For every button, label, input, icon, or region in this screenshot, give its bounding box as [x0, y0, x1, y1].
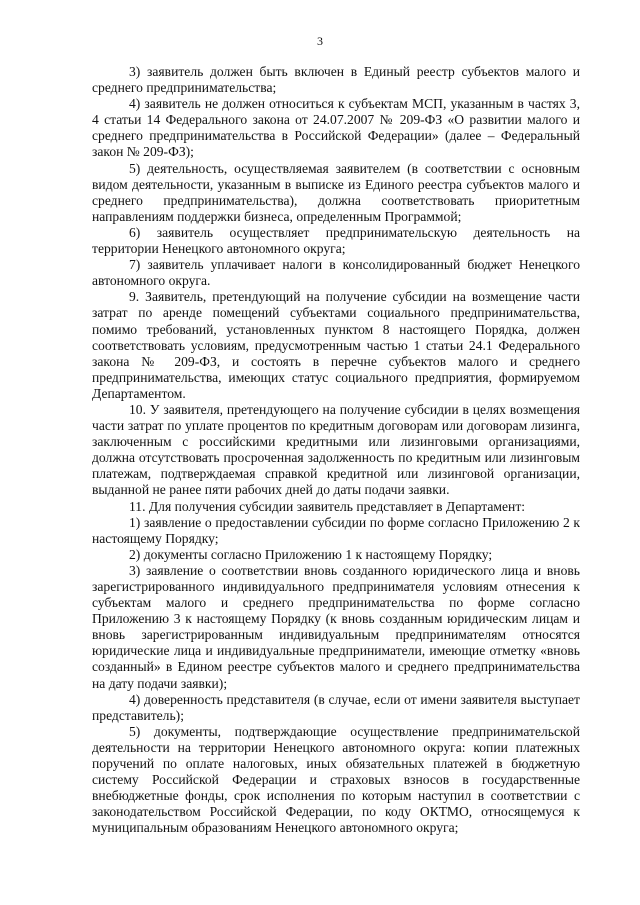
page-number: 3: [317, 34, 323, 48]
paragraph-item-7-taxes: 7) заявитель уплачивает налоги в консолидированный бюджет Ненецкого автономного округа.: [92, 257, 580, 289]
paragraph-item-4-msp-exclusion: 4) заявитель не должен относиться к субъектам МСП, указанным в частях 3, 4 статьи 14 Федерального закона от 24.07.2007 № 209-ФЗ «О развитии малого и среднего предпринимательства в Российской Федерации» (далее – Федеральный закон № 209-ФЗ);: [92, 96, 580, 160]
paragraph-item-6-territory: 6) заявитель осуществляет предпринимательскую деятельность на территории Ненецкого автономного округа;: [92, 224, 580, 257]
paragraph-clause-11-item-4: 4) доверенность представителя (в случае, если от имени заявителя выступает представитель);: [92, 691, 580, 723]
paragraph-clause-11-item-1: 1) заявление о предоставлении субсидии по форме согласно Приложению 2 к настоящему Порядку;: [92, 514, 580, 546]
paragraph-clause-10: 10. У заявителя, претендующего на получение субсидии в целях возмещения части затрат по уплате процентов по кредитным договорам или договорам лизинга, заключенным с российскими кредитными или лизинговыми организациями, должна отсутствовать просроченная задолженность по кредитным или лизинговым платежам, подтверждаемая справкой кредитной или лизинговой организации, выданной не ранее пяти рабочих дней до даты подачи заявки.: [92, 401, 580, 498]
document-body: [92, 64, 580, 837]
paragraph-item-3-registry: 3) заявитель должен быть включен в Единый реестр субъектов малого и среднего предпринимательства;: [92, 64, 580, 96]
paragraph-clause-11-item-2: 2) документы согласно Приложению 1 к настоящему Порядку;: [129, 546, 493, 562]
paragraph-clause-11-item-5: 5) документы, подтверждающие осуществление предпринимательской деятельности на территории Ненецкого автономного округа: копии платежных поручений по оплате налоговых, иных обязательных платежей в бюджетную систему Российской Федерации и страховых взносов в государственные внебюджетные фонды, срок исполнения по которым наступил в соответствии с законодательством Российской Федерации, по коду ОКТМО, относящемуся к муниципальным образованиям Ненецкого автономного округа;: [92, 723, 580, 836]
paragraph-item-5-activity-priority: 5) деятельность, осуществляемая заявителем (в соответствии с основным видом деятельности, указанным в выписке из Единого реестра субъектов малого и среднего предпринимательства), должна соответствовать приоритетным направлениям поддержки бизнеса, определенным Программой;: [92, 160, 580, 224]
paragraph-clause-11-item-3: 3) заявление о соответствии вновь созданного юридического лица и вновь зарегистрированного индивидуального предпринимателя условиям отнесения к субъектам малого и среднего предпринимательства по форме согласно Приложению 3 к настоящему Порядку (к вновь созданным юридическим лицам и вновь зарегистрированным индивидуальным предпринимателям относятся юридические лица и индивидуальные предприниматели, имеющие отметку «вновь созданный» в Едином реестре субъектов малого и среднего предпринимательства на дату подачи заявки);: [92, 562, 580, 691]
paragraph-clause-9: 9. Заявитель, претендующий на получение субсидии на возмещение части затрат по аренде помещений субъектами социального предпринимательства, помимо требований, установленных пунктом 8 настоящего Порядка, должен соответствовать условиям, предусмотренным частью 1 статьи 24.1 Федерального закона № 209-ФЗ, и состоять в перечне субъектов малого и среднего предпринимательства, имеющих статус социального предприятия, формируемом Департаментом.: [92, 289, 580, 401]
paragraph-clause-11: 11. Для получения субсидии заявитель представляет в Департамент:: [129, 498, 526, 514]
